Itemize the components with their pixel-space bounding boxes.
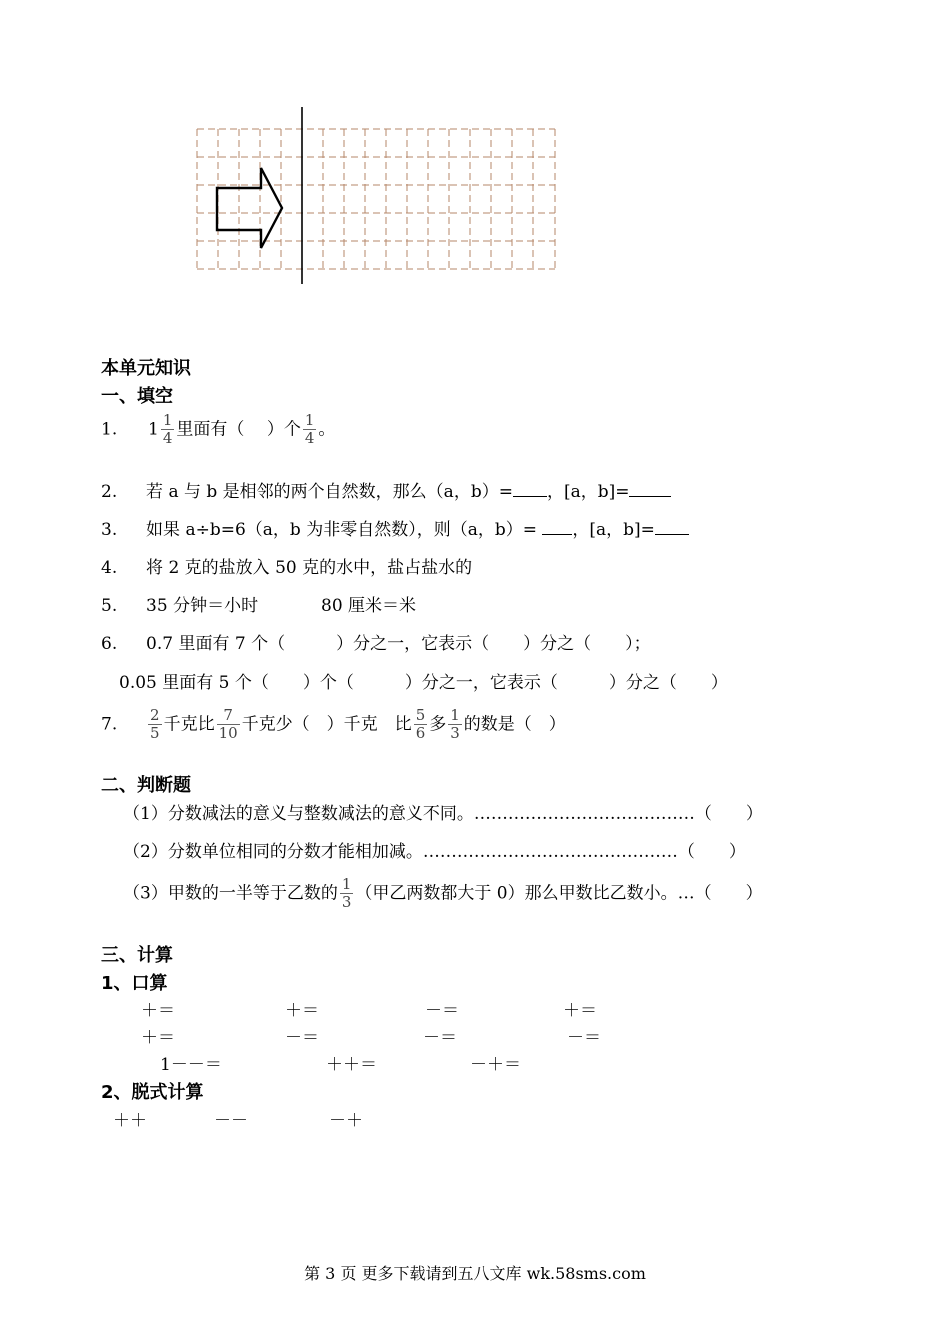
answer-blank[interactable] bbox=[629, 480, 671, 497]
step-calc-heading: 2、脱式计算 bbox=[101, 1082, 204, 1103]
judgement-item-3: （3）甲数的一半等于乙数的 $\frac{1}{3}$ （甲乙两数都大于 0）那么甲数比乙数小。…（ ） bbox=[123, 875, 763, 912]
grid-figure bbox=[0, 0, 950, 320]
question-6 bbox=[101, 629, 651, 654]
fraction: $\frac{1}{4}$ bbox=[304, 411, 315, 448]
question-5-part-b: 80 厘米＝米 bbox=[321, 596, 417, 616]
question-text: 0.7 里面有 7 个（ ）分之一，它表示（ ）分之（ ）； bbox=[146, 634, 651, 654]
judgement-item-1: （1）分数减法的意义与整数减法的意义不同。…………………………………（ ） bbox=[123, 804, 763, 824]
question-1: 1. 1 $\frac{1}{4}$ 里面有（ ）个 $\frac{1}{4}$ 。 bbox=[101, 411, 336, 448]
question-number: 6. bbox=[101, 634, 118, 654]
page-footer: 第 3 页 更多下载请到五八文库 wk.58sms.com bbox=[304, 1264, 646, 1283]
calc-expression: ＋＝ bbox=[141, 1001, 175, 1021]
fraction: $\frac{7}{10}$ bbox=[218, 706, 238, 743]
judgement-item-2: （2）分数单位相同的分数才能相加减。………………………………………（ ） bbox=[123, 842, 746, 862]
answer-blank[interactable] bbox=[513, 480, 547, 497]
question-text: 如果 a÷b=6（a，b 为非零自然数），则（a，b）= bbox=[146, 520, 543, 540]
fill-blank-heading: 一、填空 bbox=[101, 386, 173, 407]
calc-expression: －＝ bbox=[285, 1028, 319, 1048]
fraction: $\frac{5}{6}$ bbox=[415, 706, 426, 743]
answer-blank[interactable] bbox=[542, 518, 572, 535]
question-7: 7. $\frac{2}{5}$ 千克比 $\frac{7}{10}$ 千克少（ ）千克 比 $\frac{5}{6}$ 多 $\frac{1}{3}$ 的数是（ ） bbox=[101, 706, 566, 743]
fraction: $\frac{1}{3}$ bbox=[450, 706, 460, 743]
judgement-heading: 二、判断题 bbox=[101, 775, 191, 796]
question-2: 2. 若 a 与 b 是相邻的两个自然数，那么（a，b）= ，[a，b]= bbox=[101, 477, 671, 502]
calc-expression: －－ bbox=[214, 1111, 248, 1131]
answer-blank[interactable] bbox=[655, 518, 689, 535]
question-number: 3. bbox=[101, 520, 118, 540]
unit-knowledge-heading: 本单元知识 bbox=[101, 358, 191, 379]
fraction: $\frac{1}{4}$ bbox=[162, 411, 173, 448]
arrow-shape bbox=[217, 168, 282, 248]
question-5 bbox=[101, 591, 258, 616]
question-text: 将 2 克的盐放入 50 克的水中，盐占盐水的 bbox=[146, 558, 473, 578]
calc-expression: －＝ bbox=[423, 1028, 457, 1048]
question-4 bbox=[101, 553, 472, 578]
question-text: 35 分钟＝小时 bbox=[146, 596, 259, 616]
question-text: 若 a 与 b 是相邻的两个自然数，那么（a，b）= bbox=[146, 482, 513, 502]
calculation-heading: 三、计算 bbox=[101, 945, 173, 966]
question-number: 7. bbox=[101, 714, 118, 735]
calc-expression: ＋＋＝ bbox=[326, 1055, 377, 1075]
calc-expression: ＋＝ bbox=[285, 1001, 319, 1021]
fraction: $\frac{2}{5}$ bbox=[150, 706, 160, 743]
calc-expression: －＝ bbox=[425, 1001, 459, 1021]
question-number: 5. bbox=[101, 596, 118, 616]
question-text: 里面有（ ）个 bbox=[176, 419, 301, 440]
fraction: $\frac{1}{3}$ bbox=[341, 875, 352, 912]
calc-expression: －＋＝ bbox=[470, 1055, 521, 1075]
calc-expression: ＋＝ bbox=[141, 1028, 175, 1048]
calc-expression: ＋＝ bbox=[563, 1001, 597, 1021]
question-number: 1. bbox=[101, 419, 118, 440]
question-3: 3. 如果 a÷b=6（a，b 为非零自然数），则（a，b）= ，[a，b]= bbox=[101, 515, 689, 540]
calc-expression: －＝ bbox=[567, 1028, 601, 1048]
calc-expression: 1－－＝ bbox=[160, 1055, 222, 1075]
dashed-grid bbox=[197, 129, 555, 269]
question-text: 千克比 bbox=[163, 714, 215, 735]
calc-expression: ＋＋ bbox=[113, 1111, 147, 1131]
question-number: 2. bbox=[101, 482, 118, 502]
question-6-line-2: 0.05 里面有 5 个（ ）个（ ）分之一，它表示（ ）分之（ ） bbox=[119, 673, 728, 693]
mental-calc-heading: 1、口算 bbox=[101, 973, 168, 994]
mixed-whole: 1 bbox=[148, 419, 159, 440]
calc-expression: －＋ bbox=[329, 1111, 363, 1131]
question-number: 4. bbox=[101, 558, 118, 578]
